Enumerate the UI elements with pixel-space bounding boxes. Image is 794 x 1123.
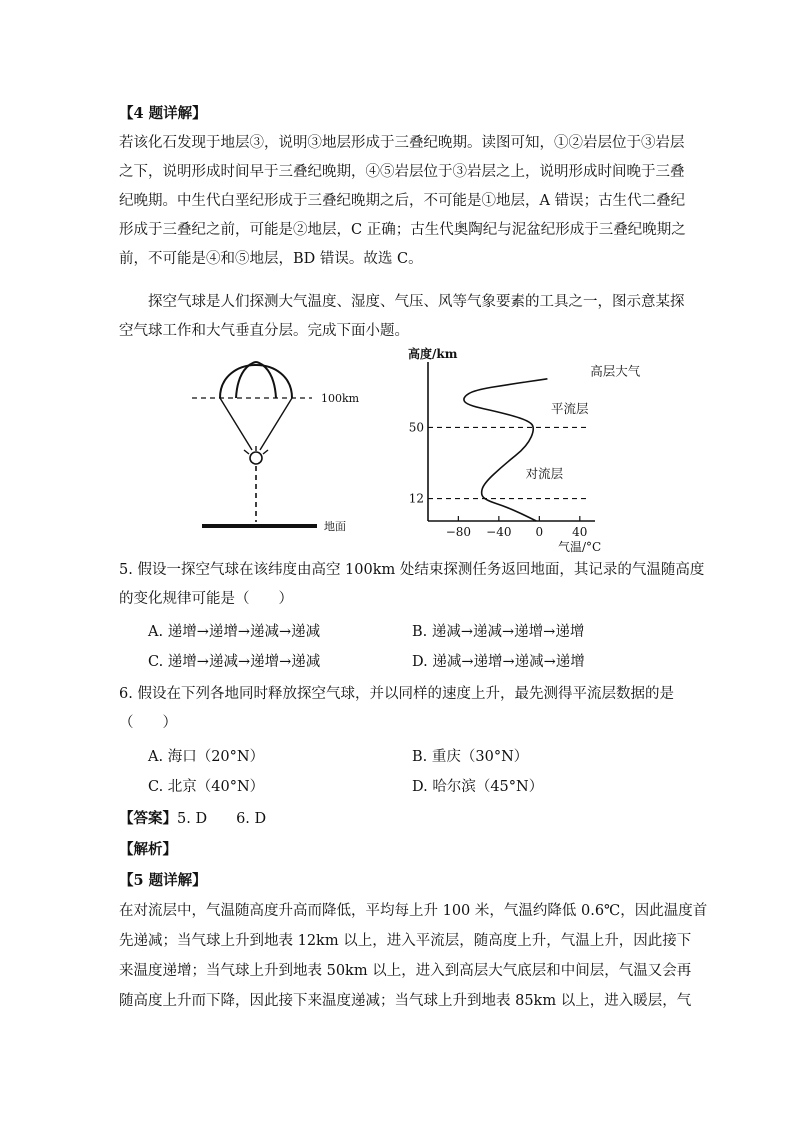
instrument-circle: [250, 452, 262, 464]
x-tick-label: −80: [445, 525, 472, 539]
intro-line-2: 空气球工作和大气垂直分层。完成下面小题。: [119, 323, 409, 339]
y-tick-label: 50: [408, 420, 424, 435]
answer-text: 5. D 6. D: [177, 811, 267, 827]
label-ground: 地面: [324, 520, 346, 533]
answer-label: 【答案】: [119, 810, 177, 827]
ground-bar: [202, 524, 317, 528]
answer-line: [119, 809, 266, 829]
q6-line-1: 6. 假设在下列各地同时释放探空气球，并以同样的速度上升，最先测得平流层数据的是: [119, 686, 674, 702]
layer-label: 平流层: [550, 400, 589, 416]
q6-option-a[interactable]: A. 海口（20°N）: [148, 749, 265, 765]
q5-line-1: 5. 假设一探空气球在该纬度由高空 100km 处结束探测任务返回地面，其记录的气温随高度: [119, 562, 705, 578]
y-tick-label: 12: [408, 491, 424, 506]
q5-option-a[interactable]: A. 递增→递增→递减→递减: [148, 624, 321, 640]
layer-label: 高层大气: [590, 363, 641, 379]
section4-line-1: 若该化石发现于地层③，说明③地层形成于三叠纪晚期。读图可知，①②岩层位于③岩层: [119, 135, 685, 151]
x-axis-label: 气温/°C: [558, 540, 602, 554]
x-tick-label: −40: [486, 525, 512, 539]
x-tick-label: 0: [535, 525, 544, 539]
q6-option-b[interactable]: B. 重庆（30°N）: [412, 749, 529, 765]
section4-line-3: 纪晚期。中生代白垩纪形成于三叠纪晚期之后，不可能是①地层，A 错误；古生代二叠纪: [119, 193, 686, 209]
layer-label: 对流层: [525, 466, 564, 482]
q5-option-c[interactable]: C. 递增→递减→递增→递减: [148, 654, 321, 670]
section4-line-2: 之下，说明形成时间早于三叠纪晚期，④⑤岩层位于③岩层之上，说明形成时间晚于三叠: [119, 164, 685, 180]
section5-line-2: 先递减；当气球上升到地表 12km 以上，进入平流层，随高度上升，气温上升，因此接下: [119, 933, 692, 949]
balloon-figure: [180, 350, 380, 540]
atmosphere-chart: [400, 340, 641, 555]
q6-option-d[interactable]: D. 哈尔滨（45°N）: [412, 779, 544, 795]
intro-line-1: 探空气球是人们探测大气温度、湿度、气压、风等气象要素的工具之一，图示意某探: [148, 294, 685, 310]
q6-option-c[interactable]: C. 北京（40°N）: [148, 779, 265, 795]
analysis-label: 【解析】: [119, 841, 177, 858]
balloon-canopy: [220, 365, 292, 398]
section5-line-3: 来温度递增；当气球上升到地表 50km 以上，进入到高层大气底层和中间层，气温又会再: [119, 963, 692, 979]
section4-line-4: 形成于三叠纪之前，可能是②地层，C 正确；古生代奥陶纪与泥盆纪形成于三叠纪晚期之: [119, 222, 686, 238]
q5-option-d[interactable]: D. 递减→递增→递减→递增: [412, 654, 585, 670]
y-axis-label: 高度/km: [408, 347, 458, 361]
q5-line-2: 的变化规律可能是（ ）: [119, 591, 293, 607]
q6-line-2: （ ）: [119, 715, 177, 731]
section5-line-4: 随高度上升而下降，因此接下来温度递减；当气球上升到地表 85km 以上，进入暖层，气: [119, 993, 692, 1009]
temperature-curve: [464, 379, 548, 521]
section4-line-5: 前，不可能是④和⑤地层，BD 错误。故选 C。: [119, 251, 423, 267]
section5-heading: 【5 题详解】: [119, 872, 207, 889]
q5-option-b[interactable]: B. 递减→递减→递增→递增: [412, 624, 585, 640]
section4-heading: 【4 题详解】: [119, 105, 207, 122]
x-tick-label: 40: [572, 525, 588, 539]
label-100km: 100km: [321, 392, 360, 405]
section5-line-1: 在对流层中，气温随高度升高而降低，平均每上升 100 米，气温约降低 0.6℃，因此温度首: [119, 903, 708, 919]
